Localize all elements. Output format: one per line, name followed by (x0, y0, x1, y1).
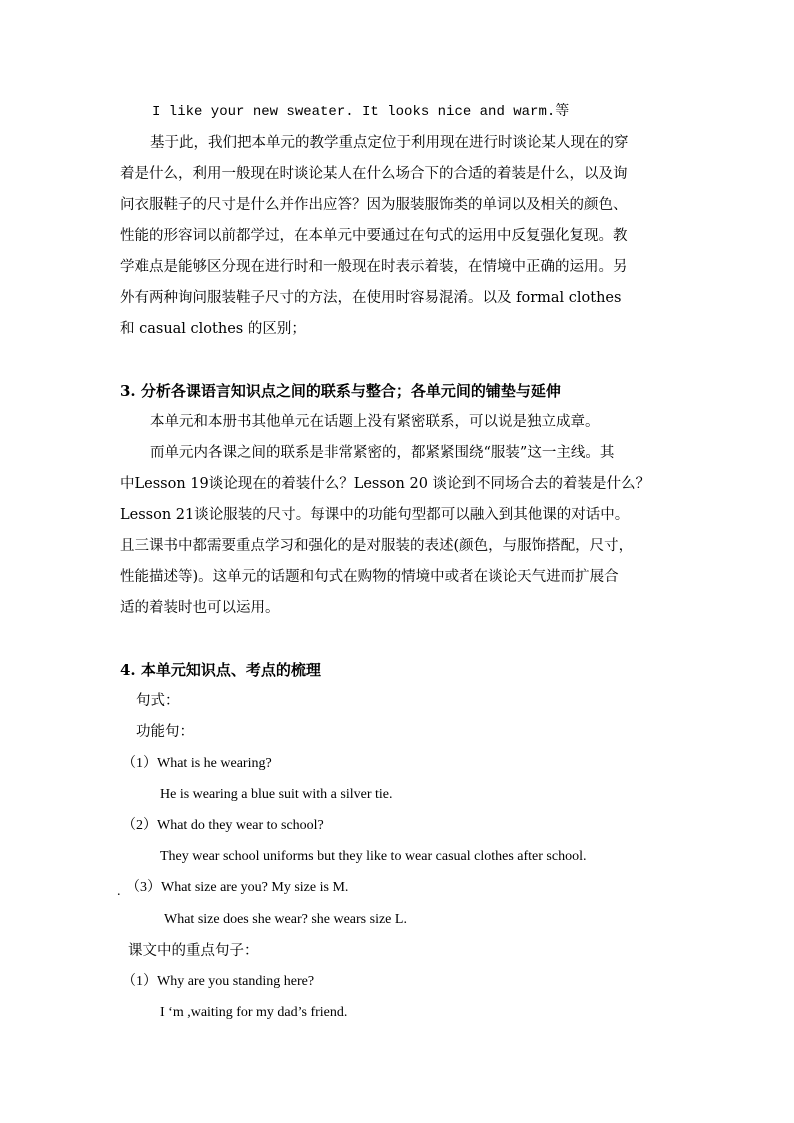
list-item-answer: I ‘m ,waiting for my dad’s friend. (160, 1005, 348, 1020)
paragraph-line: 问衣服鞋子的尺寸是什么并作出应答？因为服装服饰类的单词以及相关的颜色、 (120, 197, 628, 213)
list-item: （1）Why are you standing here? (122, 974, 315, 989)
paragraph-line: 性能描述等)。这单元的话题和句式在购物的情境中或者在谈论天气进而扩展合 (120, 569, 619, 585)
paragraph-line: 和 casual clothes 的区别； (120, 321, 306, 337)
paragraph-line: 中Lesson 19谈论现在的着装什么？Lesson 20 谈论到不同场合去的着装是什么？ (120, 476, 651, 492)
list-item-answer: He is wearing a blue suit with a silver tie. (160, 787, 393, 802)
section-heading-4: 4. 本单元知识点、考点的梳理 (120, 661, 321, 679)
paragraph-line: 且三课书中都需要重点学习和强化的是对服装的表述(颜色，与服饰搭配，尺寸， (120, 538, 634, 554)
example-sentence: I like your new sweater. It looks nice and warm.等 (152, 104, 570, 120)
paragraph-line: Lesson 21谈论服装的尺寸。每课中的功能句型都可以融入到其他课的对话中。 (120, 507, 630, 523)
paragraph-line: 本单元和本册书其他单元在话题上没有紧密联系，可以说是独立成章。 (150, 414, 600, 430)
section-heading-3: 3. 分析各课语言知识点之间的联系与整合；各单元间的铺垫与延伸 (120, 382, 561, 400)
paragraph-line: 而单元内各课之间的联系是非常紧密的，都紧紧围绕“服装”这一主线。其 (150, 445, 615, 461)
paragraph-line: 性能的形容词以前都学过，在本单元中要通过在句式的运用中反复强化复现。教 (120, 228, 628, 244)
paragraph-line: 着是什么，利用一般现在时谈论某人在什么场合下的合适的着装是什么，以及询 (120, 166, 628, 182)
subheading: 课文中的重点句子： (128, 943, 259, 959)
subheading: 功能句： (136, 724, 194, 740)
list-item: （3）What size are you? My size is M. (126, 880, 349, 895)
paragraph-line: 适的着装时也可以运用。 (120, 600, 280, 616)
list-item: （2）What do they wear to school? (122, 818, 324, 833)
stray-dot: . (117, 884, 121, 899)
list-item: （1）What is he wearing? (122, 756, 272, 771)
subheading: 句式： (136, 693, 180, 709)
paragraph-line: 学难点是能够区分现在进行时和一般现在时表示着装，在情境中正确的运用。另 (120, 259, 628, 275)
list-item-answer: What size does she wear? she wears size L. (164, 912, 407, 927)
paragraph-line: 基于此，我们把本单元的教学重点定位于利用现在进行时谈论某人现在的穿 (150, 135, 629, 151)
list-item-answer: They wear school uniforms but they like to wear casual clothes after school. (160, 849, 587, 864)
paragraph-line: 外有两种询问服装鞋子尺寸的方法，在使用时容易混淆。以及 formal clothes (120, 290, 622, 306)
